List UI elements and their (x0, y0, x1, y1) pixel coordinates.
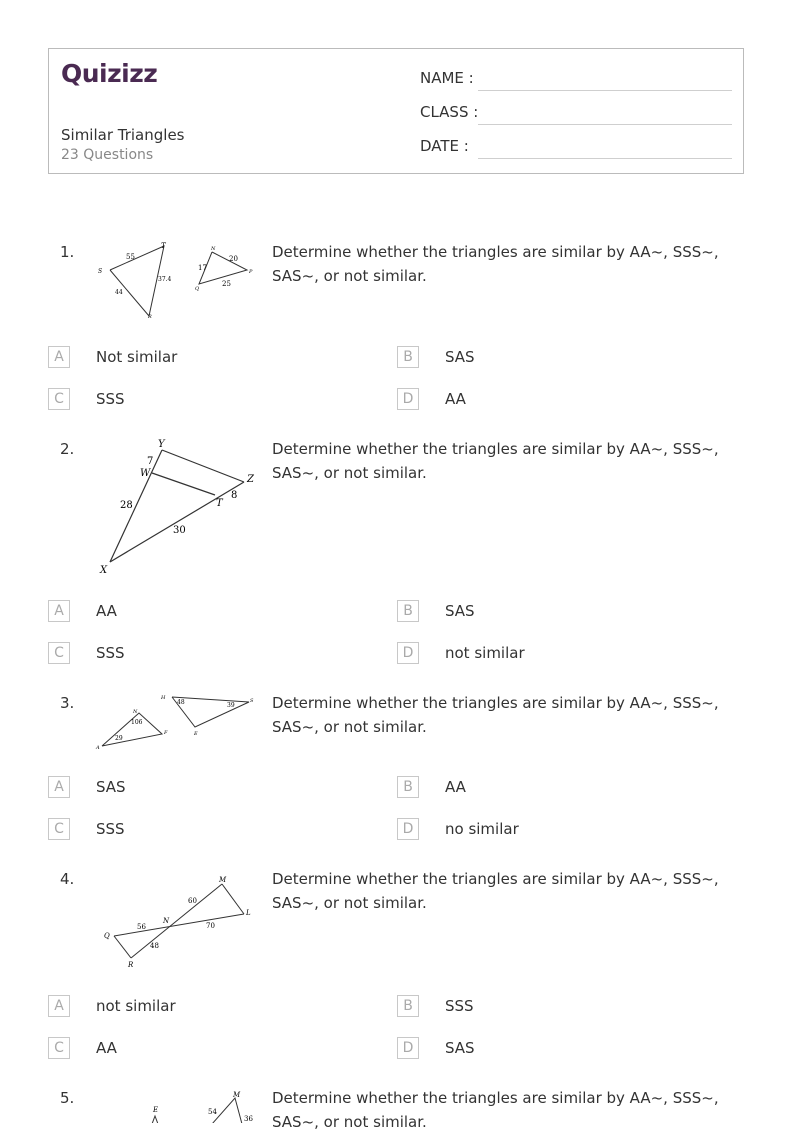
triangle-figure-q3 (92, 690, 262, 752)
figure-label: Y (158, 439, 165, 450)
name-label: NAME : (420, 69, 474, 87)
figure-label: 8 (231, 490, 238, 501)
date-label: DATE : (420, 137, 469, 155)
option-c-text[interactable]: SSS (96, 390, 125, 408)
option-c-text[interactable]: AA (96, 1039, 117, 1057)
figure-label: R (148, 314, 152, 320)
option-b-box[interactable]: B (397, 600, 419, 622)
figure-label: M (233, 1091, 241, 1099)
option-b-box[interactable]: B (397, 346, 419, 368)
option-c-box[interactable]: C (48, 388, 70, 410)
figure-label: 17 (198, 264, 207, 272)
triangle-figure-q2 (92, 436, 262, 578)
option-d-box[interactable]: D (397, 818, 419, 840)
option-c-text[interactable]: SSS (96, 644, 125, 662)
figure-label: 37.4 (158, 276, 172, 283)
figure-label: 20 (229, 255, 238, 263)
figure-label: N (163, 917, 170, 925)
question-number: 3. (60, 694, 75, 712)
option-d-text[interactable]: no similar (445, 820, 519, 838)
question-number: 1. (60, 243, 75, 261)
option-c-text[interactable]: SSS (96, 820, 125, 838)
figure-label: M (219, 876, 227, 884)
figure-label: Z (247, 474, 254, 485)
figure-label: 54 (208, 1108, 217, 1116)
figure-label: Q (195, 286, 200, 292)
figure-label: 56 (137, 923, 146, 931)
figure-label: 7 (147, 456, 154, 467)
worksheet-title: Similar Triangles (61, 126, 185, 144)
figure-label: T (161, 242, 166, 250)
question-text: Determine whether the triangles are similar by AA~, SSS~, SAS~, or not similar. (272, 1089, 719, 1131)
figure-label: R (128, 961, 134, 969)
figure-label: 39 (227, 702, 235, 709)
figure-label: E (194, 731, 198, 737)
class-field[interactable] (478, 124, 732, 125)
figure-label: 25 (222, 280, 231, 288)
figure-label: W (140, 468, 151, 479)
triangle-figure-q1 (92, 238, 262, 324)
option-b-text[interactable]: SAS (445, 348, 475, 366)
worksheet-header (48, 48, 744, 174)
question-text: Determine whether the triangles are similar by AA~, SSS~, SAS~, or not similar. (272, 694, 719, 736)
option-a-text[interactable]: SAS (96, 778, 126, 796)
name-field[interactable] (478, 90, 732, 91)
figure-label: 70 (206, 922, 215, 930)
option-b-text[interactable]: SAS (445, 602, 475, 620)
option-d-text[interactable]: AA (445, 390, 466, 408)
figure-label: S (250, 698, 254, 704)
option-d-box[interactable]: D (397, 388, 419, 410)
quizizz-logo: Quizizz (61, 59, 158, 88)
figure-label: E (153, 1106, 159, 1114)
option-d-box[interactable]: D (397, 642, 419, 664)
figure-label: N (211, 246, 216, 252)
figure-label: 48 (150, 942, 159, 950)
option-c-box[interactable]: C (48, 1037, 70, 1059)
figure-label: F (164, 730, 168, 736)
option-a-box[interactable]: A (48, 776, 70, 798)
question-number: 4. (60, 870, 75, 888)
figure-label: 36 (244, 1115, 253, 1123)
question-text: Determine whether the triangles are similar by AA~, SSS~, SAS~, or not similar. (272, 440, 719, 482)
figure-label: L (246, 909, 251, 917)
option-c-box[interactable]: C (48, 642, 70, 664)
figure-label: N (133, 709, 138, 715)
option-b-box[interactable]: B (397, 776, 419, 798)
option-a-text[interactable]: not similar (96, 997, 176, 1015)
option-d-text[interactable]: not similar (445, 644, 525, 662)
class-label: CLASS : (420, 103, 479, 121)
option-a-box[interactable]: A (48, 600, 70, 622)
figure-label: H (161, 695, 166, 701)
option-a-box[interactable]: A (48, 346, 70, 368)
option-d-box[interactable]: D (397, 1037, 419, 1059)
option-b-text[interactable]: SSS (445, 997, 474, 1015)
triangle-figure-q4 (92, 872, 262, 972)
figure-label: 55 (126, 253, 135, 261)
question-count: 23 Questions (61, 147, 154, 163)
option-b-text[interactable]: AA (445, 778, 466, 796)
figure-label: 44 (115, 289, 123, 296)
question-number: 5. (60, 1089, 75, 1107)
option-b-box[interactable]: B (397, 995, 419, 1017)
figure-label: A (96, 745, 100, 751)
figure-label: 48 (177, 699, 185, 706)
figure-label: X (100, 565, 108, 576)
triangle-figure-q5 (92, 1088, 262, 1123)
figure-label: 106 (131, 719, 143, 726)
figure-label: 28 (120, 500, 133, 511)
question-text: Determine whether the triangles are similar by AA~, SSS~, SAS~, or not similar. (272, 870, 719, 912)
figure-label: T (216, 498, 223, 509)
option-a-text[interactable]: AA (96, 602, 117, 620)
figure-label: 29 (115, 735, 123, 742)
figure-label: 60 (188, 897, 197, 905)
date-field[interactable] (478, 158, 732, 159)
figure-label: P (249, 269, 253, 275)
option-c-box[interactable]: C (48, 818, 70, 840)
figure-label: Q (104, 932, 110, 940)
option-a-text[interactable]: Not similar (96, 348, 178, 366)
option-a-box[interactable]: A (48, 995, 70, 1017)
figure-label: 30 (173, 525, 186, 536)
figure-label: S (98, 268, 103, 275)
question-text: Determine whether the triangles are similar by AA~, SSS~, SAS~, or not similar. (272, 243, 719, 285)
option-d-text[interactable]: SAS (445, 1039, 475, 1057)
question-number: 2. (60, 440, 75, 458)
